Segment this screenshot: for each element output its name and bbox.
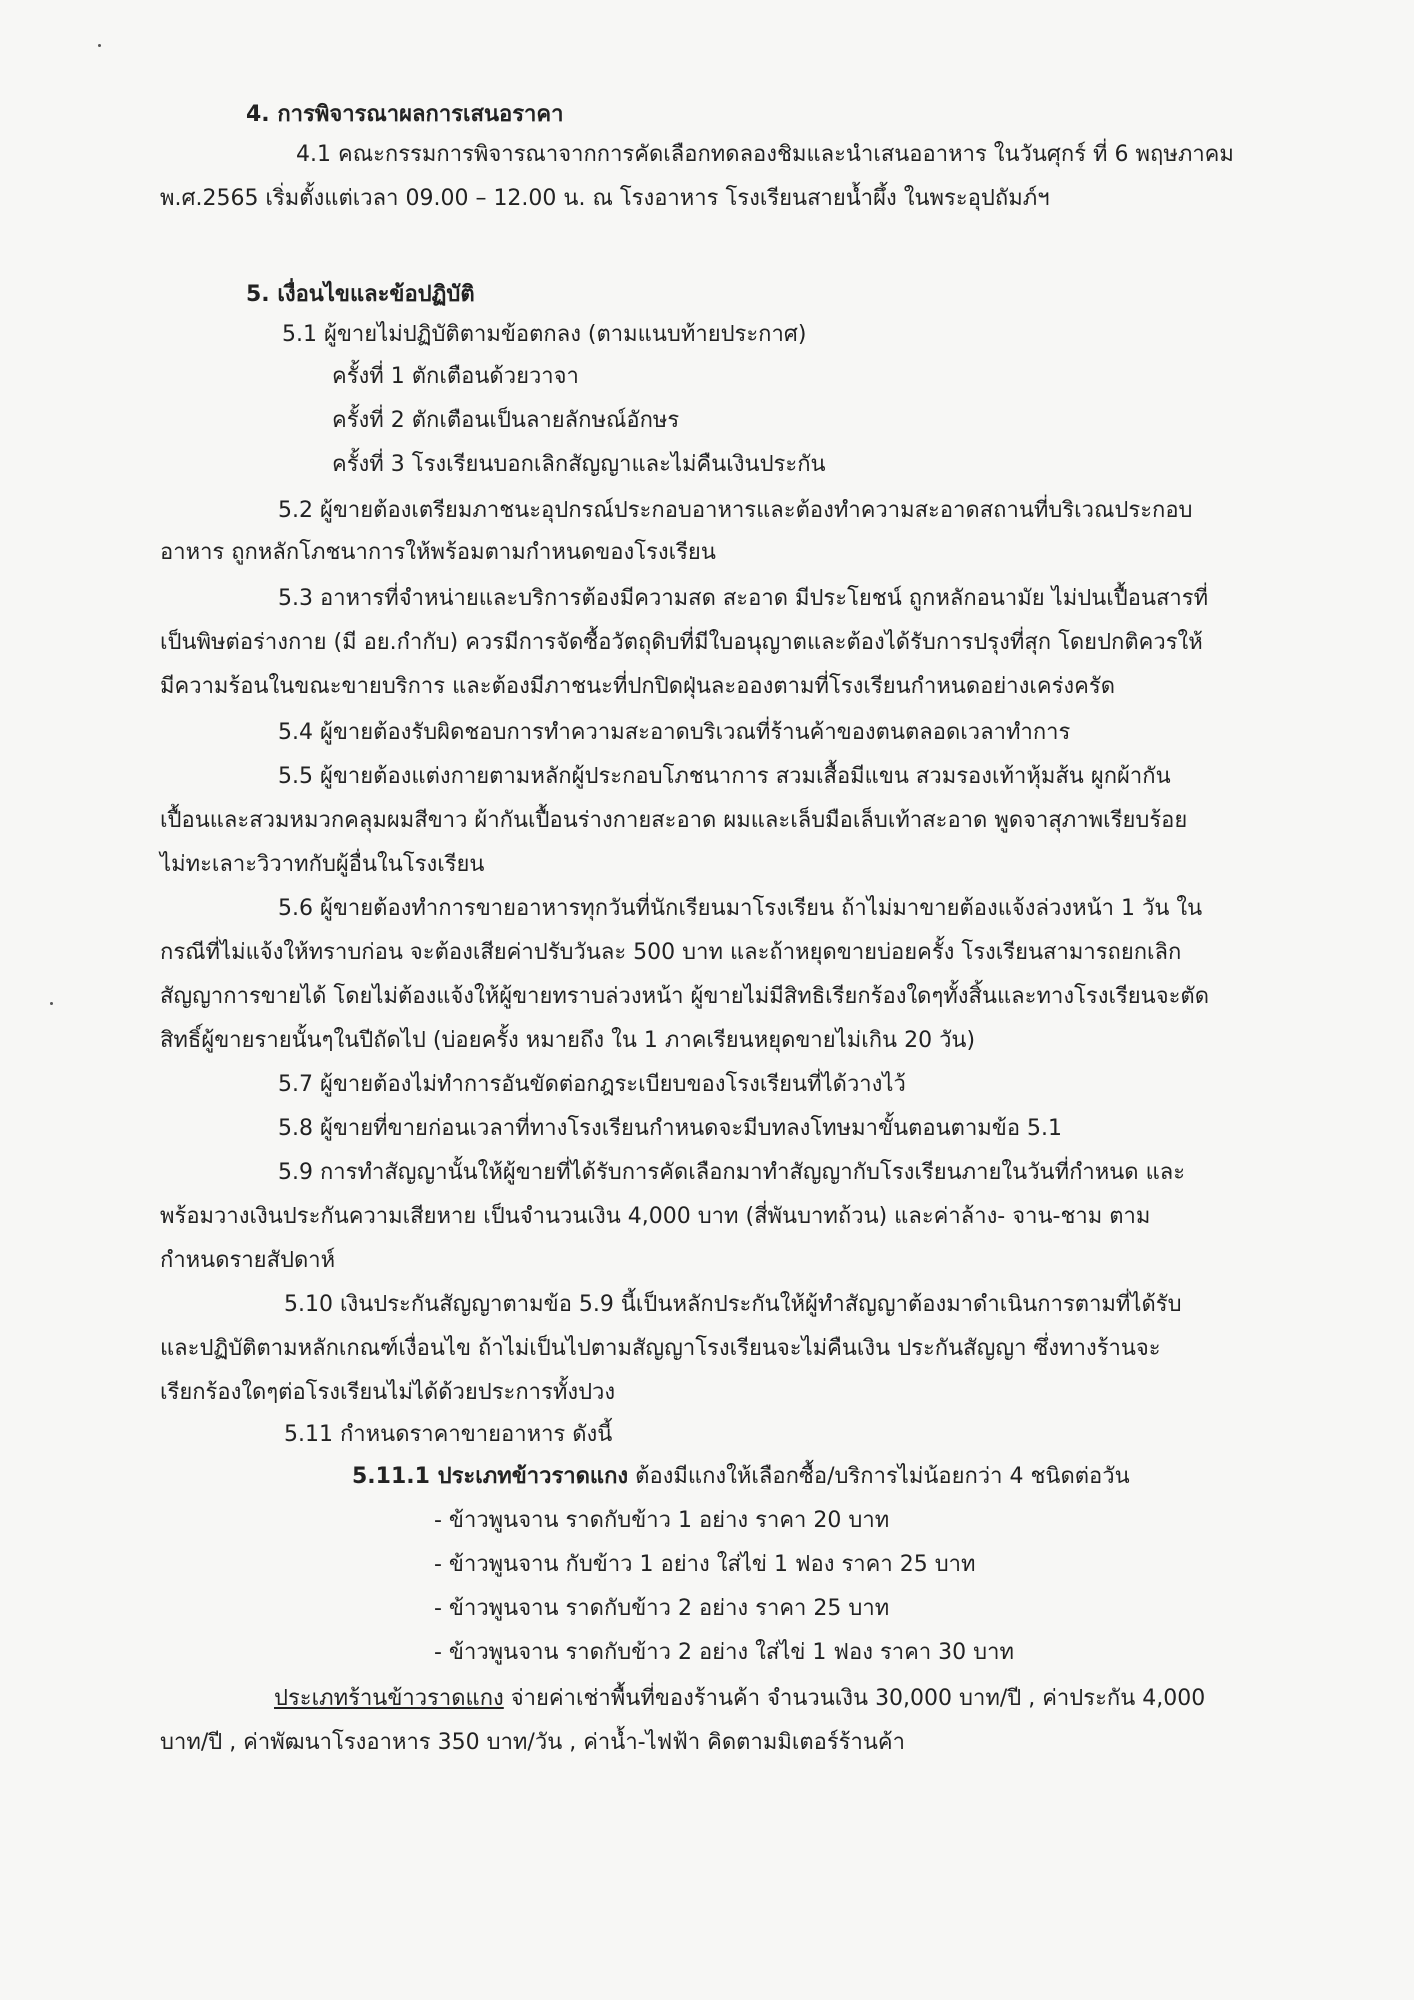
paragraph-5-11-1-label: 5.11.1 ประเภทข้าวราดแกง [352, 1464, 629, 1489]
paragraph-5-7: 5.7 ผู้ขายต้องไม่ทำการอันขัดต่อกฎระเบียบของโรงเรียนที่ได้วางไว้ [278, 1072, 906, 1097]
section-4-heading: 4. การพิจารณาผลการเสนอราคา [246, 102, 564, 127]
paragraph-5-10-line-3: เรียกร้องใดๆต่อโรงเรียนไม่ได้ด้วยประการทั้งปวง [160, 1380, 616, 1405]
paragraph-5-10-line-2: และปฏิบัติตามหลักเกณฑ์เงื่อนไข ถ้าไม่เป็นไปตามสัญญาโรงเรียนจะไม่คืนเงิน ประกันสัญญา ซึ่งทางร้านจะ [160, 1336, 1161, 1361]
section-5-heading: 5. เงื่อนไขและข้อปฏิบัติ [246, 282, 475, 307]
price-item: - ข้าวพูนจาน ราดกับข้าว 2 อย่าง ใส่ไข่ 1 ฟอง ราคา 30 บาท [434, 1640, 1014, 1665]
paragraph-4-1-line-2: พ.ศ.2565 เริ่มตั้งแต่เวลา 09.00 – 12.00 น. ณ โรงอาหาร โรงเรียนสายน้ำผึ้ง ในพระอุปถัมภ์ฯ [160, 186, 1050, 211]
paragraph-5-11: 5.11 กำหนดราคาขายอาหาร ดังนี้ [284, 1422, 613, 1447]
paragraph-5-9-line-1: 5.9 การทำสัญญานั้นให้ผู้ขายที่ได้รับการคัดเลือกมาทำสัญญากับโรงเรียนภายในวันที่กำหนด และ [278, 1160, 1186, 1185]
paragraph-5-10-line-1: 5.10 เงินประกันสัญญาตามข้อ 5.9 นี้เป็นหลักประกันให้ผู้ทำสัญญาต้องมาดำเนินการตามที่ได้รับ [284, 1292, 1182, 1317]
paragraph-5-11-1-text: ต้องมีแกงให้เลือกซื้อ/บริการไม่น้อยกว่า 4 ชนิดต่อวัน [628, 1464, 1130, 1489]
paragraph-4-1-line-1: 4.1 คณะกรรมการพิจารณาจากการคัดเลือกทดลองชิมและนำเสนออาหาร ในวันศุกร์ ที่ 6 พฤษภาคม [296, 142, 1234, 167]
paragraph-5-1-step-1: ครั้งที่ 1 ตักเตือนด้วยวาจา [332, 364, 579, 389]
paragraph-5-3-line-1: 5.3 อาหารที่จำหน่ายและบริการต้องมีความสด สะอาด มีประโยชน์ ถูกหลักอนามัย ไม่ปนเปื้อนสารที่ [278, 586, 1209, 611]
paragraph-5-11-1 [352, 1462, 1130, 1492]
paragraph-5-5-line-2: เปื้อนและสวมหมวกคลุมผมสีขาว ผ้ากันเปื้อนร่างกายสะอาด ผมและเล็บมือเล็บเท้าสะอาด พูดจาสุภาพเรียบร้อย [160, 808, 1188, 833]
paragraph-5-4: 5.4 ผู้ขายต้องรับผิดชอบการทำความสะอาดบริเวณที่ร้านค้าของตนตลอดเวลาทำการ [278, 720, 1071, 745]
paragraph-5-5-line-3: ไม่ทะเลาะวิวาทกับผู้อื่นในโรงเรียน [160, 852, 485, 877]
rent-category-label: ประเภทร้านข้าวราดแกง [274, 1686, 504, 1711]
paragraph-5-6-line-3: สัญญาการขายได้ โดยไม่ต้องแจ้งให้ผู้ขายทราบล่วงหน้า ผู้ขายไม่มีสิทธิเรียกร้องใดๆทั้งสิ้นและทางโรงเรียนจะตัด [160, 984, 1209, 1009]
rent-line-2: บาท/ปี , ค่าพัฒนาโรงอาหาร 350 บาท/วัน , ค่าน้ำ-ไฟฟ้า คิดตามมิเตอร์ร้านค้า [160, 1730, 905, 1755]
price-item: - ข้าวพูนจาน ราดกับข้าว 2 อย่าง ราคา 25 บาท [434, 1596, 890, 1621]
paragraph-5-1-step-3: ครั้งที่ 3 โรงเรียนบอกเลิกสัญญาและไม่คืนเงินประกัน [332, 452, 826, 477]
price-item: - ข้าวพูนจาน กับข้าว 1 อย่าง ใส่ไข่ 1 ฟอง ราคา 25 บาท [434, 1552, 976, 1577]
paragraph-5-6-line-2: กรณีที่ไม่แจ้งให้ทราบก่อน จะต้องเสียค่าปรับวันละ 500 บาท และถ้าหยุดขายบ่อยครั้ง โรงเรียนสามารถยกเลิก [160, 940, 1182, 965]
paragraph-5-9-line-2: พร้อมวางเงินประกันความเสียหาย เป็นจำนวนเงิน 4,000 บาท (สี่พันบาทถ้วน) และค่าล้าง- จาน-ชาม ตาม [160, 1204, 1151, 1229]
price-item: - ข้าวพูนจาน ราดกับข้าว 1 อย่าง ราคา 20 บาท [434, 1508, 890, 1533]
rent-line-1 [274, 1684, 1205, 1714]
paragraph-5-3-line-3: มีความร้อนในขณะขายบริการ และต้องมีภาชนะที่ปกปิดฝุ่นละอองตามที่โรงเรียนกำหนดอย่างเคร่งครัด [160, 674, 1115, 699]
paragraph-5-2-line-1: 5.2 ผู้ขายต้องเตรียมภาชนะอุปกรณ์ประกอบอาหารและต้องทำความสะอาดสถานที่บริเวณประกอบ [278, 498, 1193, 523]
paragraph-5-1-step-2: ครั้งที่ 2 ตักเตือนเป็นลายลักษณ์อักษร [332, 408, 680, 433]
paragraph-5-6-line-1: 5.6 ผู้ขายต้องทำการขายอาหารทุกวันที่นักเรียนมาโรงเรียน ถ้าไม่มาขายต้องแจ้งล่วงหน้า 1 วัน ใน [278, 896, 1203, 921]
paragraph-5-8: 5.8 ผู้ขายที่ขายก่อนเวลาที่ทางโรงเรียนกำหนดจะมีบทลงโทษมาขั้นตอนตามข้อ 5.1 [278, 1116, 1063, 1141]
paragraph-5-2-line-2: อาหาร ถูกหลักโภชนาการให้พร้อมตามกำหนดของโรงเรียน [160, 540, 716, 565]
rent-line-1-text: จ่ายค่าเช่าพื้นที่ของร้านค้า จำนวนเงิน 30,000 บาท/ปี , ค่าประกัน 4,000 [503, 1686, 1206, 1711]
paragraph-5-6-line-4: สิทธิ์ผู้ขายรายนั้นๆในปีถัดไป (บ่อยครั้ง หมายถึง ใน 1 ภาคเรียนหยุดขายไม่เกิน 20 วัน) [160, 1028, 976, 1053]
paragraph-5-5-line-1: 5.5 ผู้ขายต้องแต่งกายตามหลักผู้ประกอบโภชนาการ สวมเสื้อมีแขน สวมรองเท้าหุ้มส้น ผูกผ้ากัน [278, 764, 1171, 789]
scan-speck [98, 44, 101, 47]
paragraph-5-9-line-3: กำหนดรายสัปดาห์ [160, 1248, 336, 1273]
paragraph-5-1: 5.1 ผู้ขายไม่ปฏิบัติตามข้อตกลง (ตามแนบท้ายประกาศ) [282, 322, 807, 347]
scan-speck [50, 1002, 53, 1005]
paragraph-5-3-line-2: เป็นพิษต่อร่างกาย (มี อย.กำกับ) ควรมีการจัดซื้อวัตถุดิบที่มีใบอนุญาตและต้องได้รับการปรุงที่สุก โดยปกติควรให้ [160, 630, 1203, 655]
